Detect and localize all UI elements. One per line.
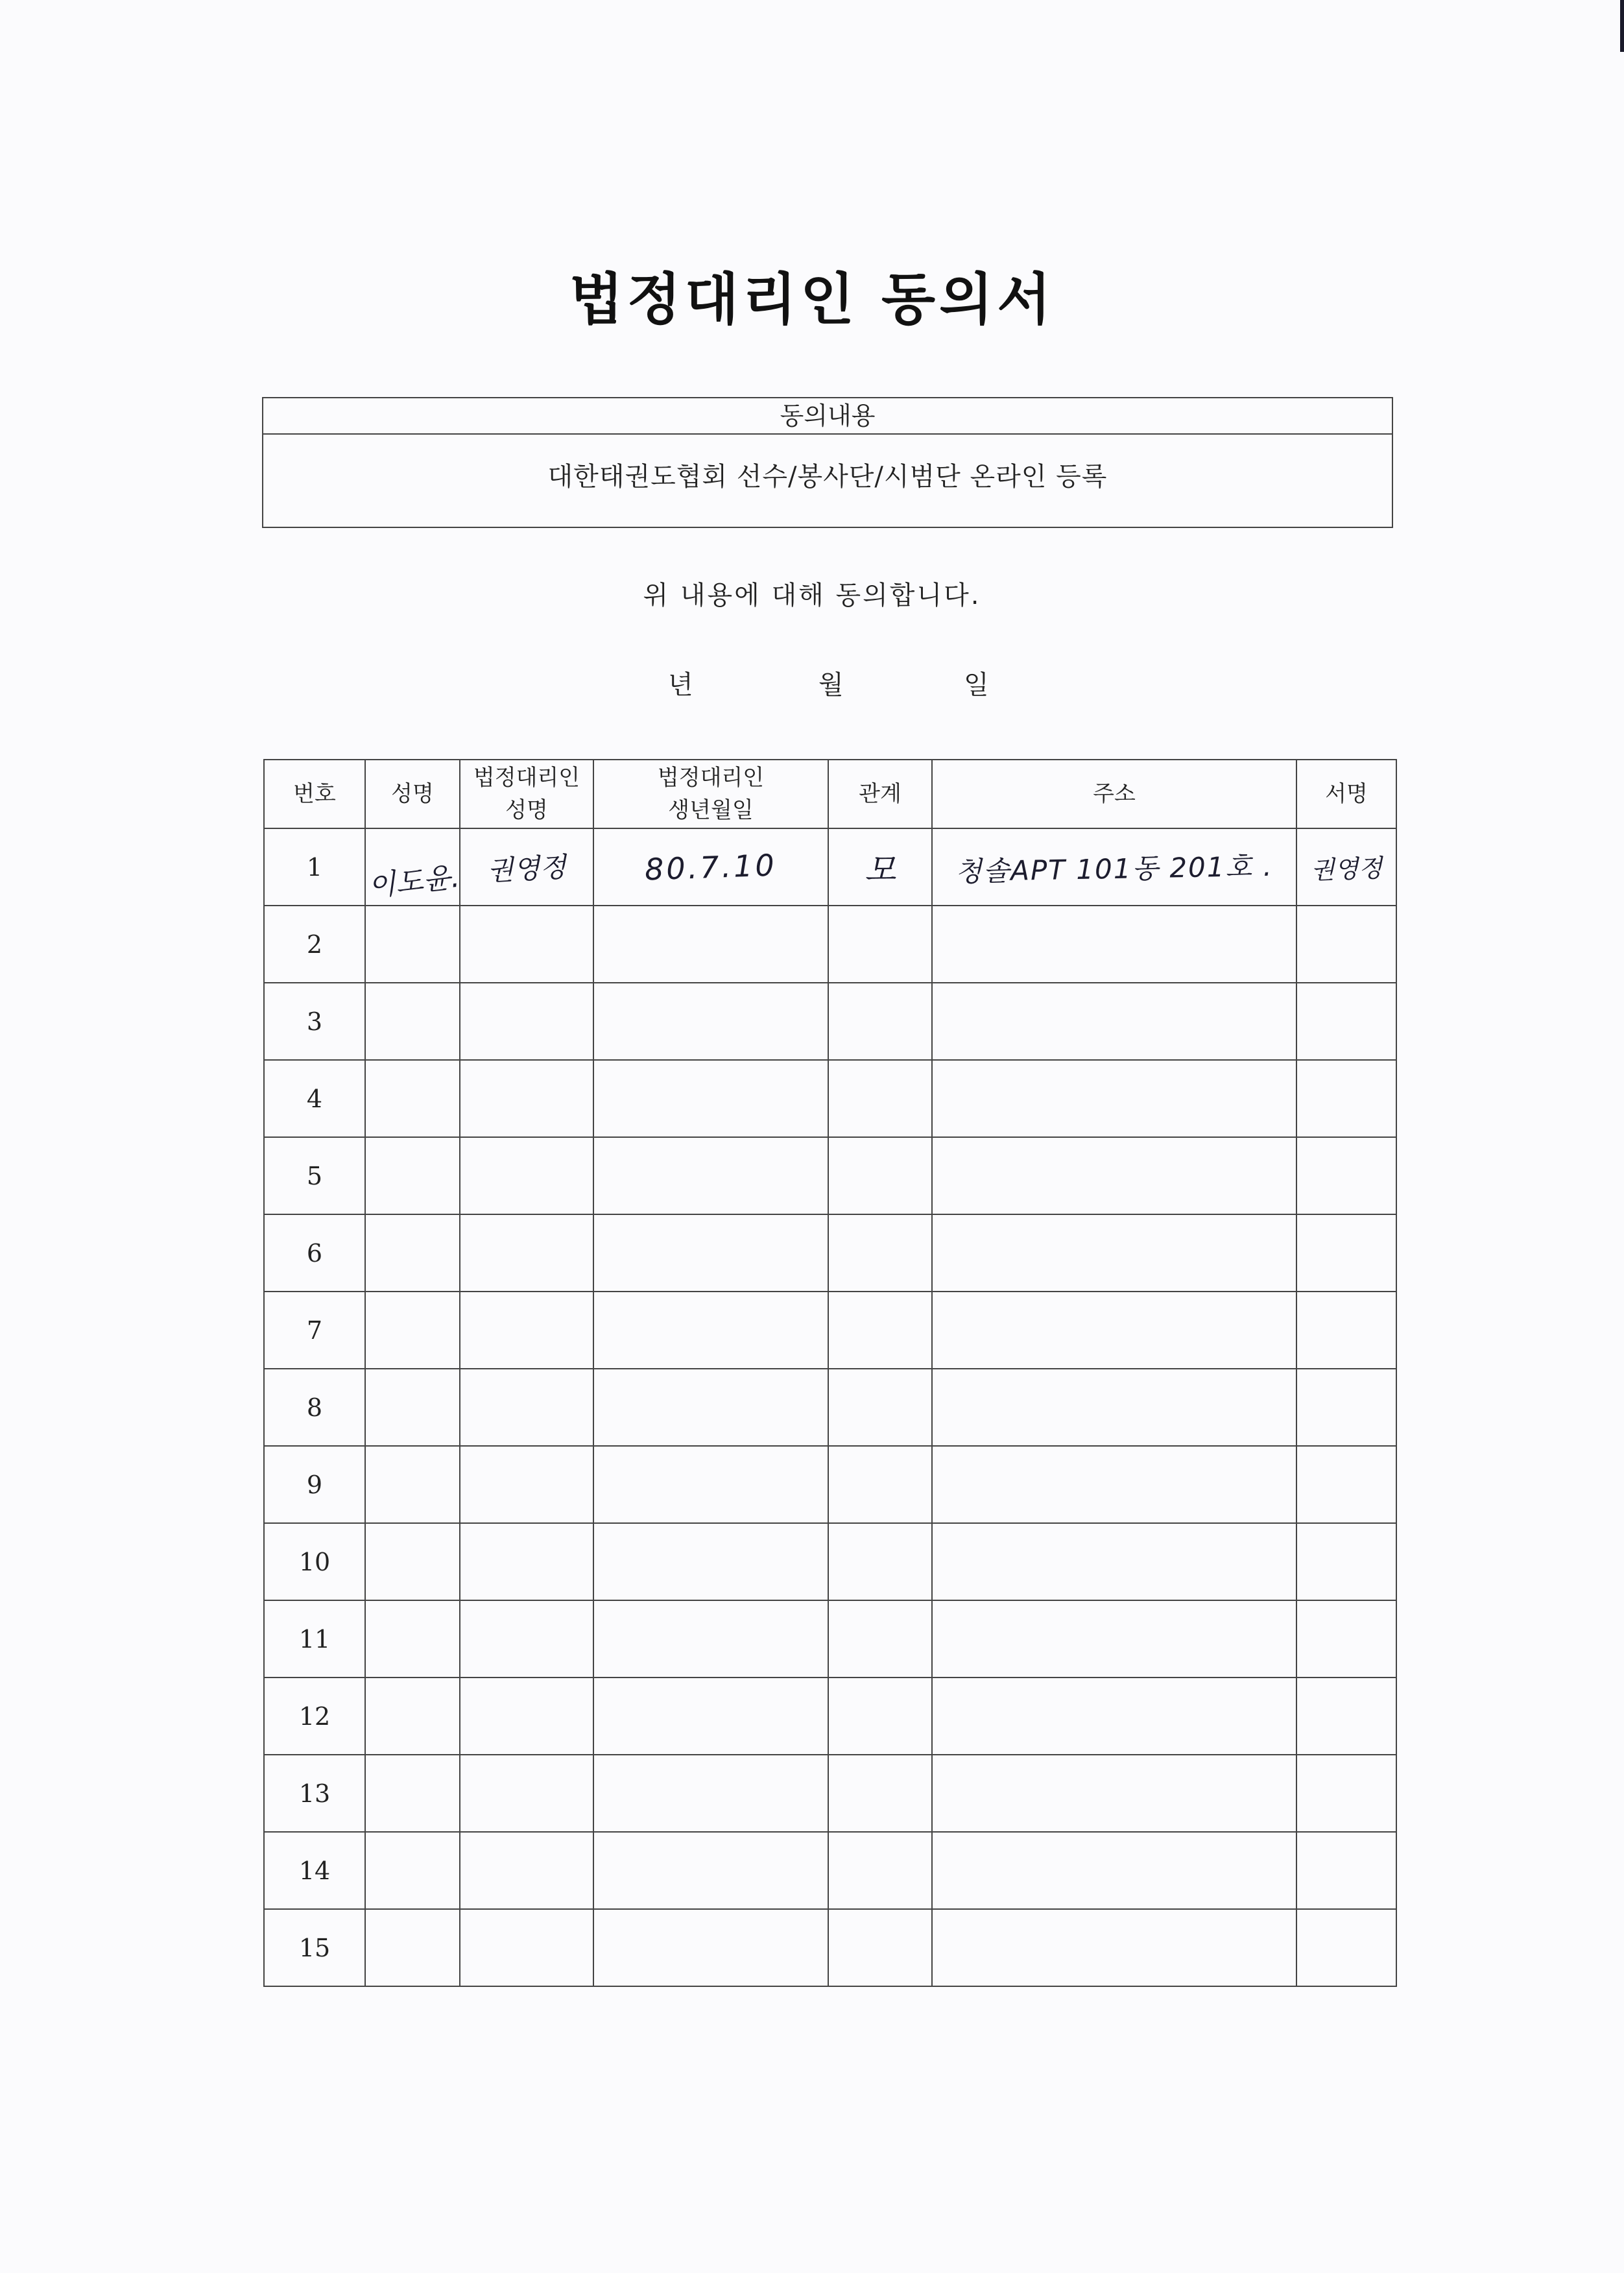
header-no: 번호 xyxy=(264,760,365,828)
cell-rep-name xyxy=(460,1292,593,1369)
cell-signature xyxy=(1296,1446,1396,1523)
cell-rep-name xyxy=(460,1523,593,1600)
header-name: 성명 xyxy=(365,760,460,828)
cell-signature xyxy=(1296,983,1396,1060)
cell-name xyxy=(365,1060,460,1137)
cell-no: 10 xyxy=(264,1523,365,1600)
cell-address xyxy=(932,1446,1296,1523)
table-row xyxy=(264,983,1396,1060)
cell-name xyxy=(365,983,460,1060)
cell-rep-name xyxy=(460,828,593,906)
cell-address xyxy=(932,1600,1296,1678)
cell-address xyxy=(932,1755,1296,1832)
cell-no: 14 xyxy=(264,1832,365,1909)
cell-no: 4 xyxy=(264,1060,365,1137)
agree-statement: 위 내용에 대해 동의합니다. xyxy=(643,581,981,610)
cell-no: 1 xyxy=(264,828,365,906)
cell-no: 6 xyxy=(264,1214,365,1292)
cell-relation xyxy=(828,1292,932,1369)
cell-rep-name xyxy=(460,1909,593,1986)
cell-address xyxy=(932,983,1296,1060)
cell-rep-birth xyxy=(593,1523,828,1600)
cell-address xyxy=(932,1832,1296,1909)
cell-rep-birth xyxy=(593,1600,828,1678)
cell-address xyxy=(932,1060,1296,1137)
cell-rep-birth xyxy=(593,1214,828,1292)
table-row xyxy=(264,1832,1396,1909)
header-rep-name-line2: 성명 xyxy=(505,797,548,823)
date-month-label: 월 xyxy=(818,670,844,700)
guardian-consent-table xyxy=(263,759,1397,1987)
cell-signature xyxy=(1296,1137,1396,1214)
cell-relation xyxy=(828,1214,932,1292)
cell-signature xyxy=(1296,1060,1396,1137)
cell-signature xyxy=(1296,1678,1396,1755)
cell-no: 9 xyxy=(264,1446,365,1523)
cell-name xyxy=(365,1832,460,1909)
cell-relation xyxy=(828,1755,932,1832)
cell-rep-birth xyxy=(593,983,828,1060)
cell-signature xyxy=(1296,906,1396,983)
cell-rep-birth xyxy=(593,1060,828,1137)
cell-relation xyxy=(828,1600,932,1678)
cell-no: 7 xyxy=(264,1292,365,1369)
table-row xyxy=(264,1909,1396,1986)
cell-address xyxy=(932,1523,1296,1600)
cell-address xyxy=(932,1292,1296,1369)
cell-rep-name xyxy=(460,1600,593,1678)
cell-name xyxy=(365,1137,460,1214)
cell-signature xyxy=(1296,1755,1396,1832)
table-row xyxy=(264,1600,1396,1678)
header-address: 주소 xyxy=(932,760,1296,828)
header-rep-name xyxy=(460,760,593,828)
cell-name xyxy=(365,828,460,906)
cell-name xyxy=(365,1600,460,1678)
cell-no: 5 xyxy=(264,1137,365,1214)
cell-no: 15 xyxy=(264,1909,365,1986)
scan-edge-mark xyxy=(1620,0,1624,52)
cell-rep-birth xyxy=(593,1369,828,1446)
cell-relation xyxy=(828,828,932,906)
cell-rep-name xyxy=(460,1446,593,1523)
cell-no: 2 xyxy=(264,906,365,983)
cell-relation xyxy=(828,983,932,1060)
table-row xyxy=(264,1292,1396,1369)
header-rep-birth-line2: 생년월일 xyxy=(668,797,754,823)
cell-no: 8 xyxy=(264,1369,365,1446)
handwritten-rep-name: 권영정 xyxy=(486,850,567,887)
cell-name xyxy=(365,1292,460,1369)
cell-signature xyxy=(1296,1292,1396,1369)
header-rep-name-line1: 법정대리인 xyxy=(473,765,580,791)
cell-rep-birth xyxy=(593,828,828,906)
cell-rep-name xyxy=(460,983,593,1060)
header-signature: 서명 xyxy=(1296,760,1396,828)
header-rep-birth-line1: 법정대리인 xyxy=(657,765,765,791)
consent-text: 대한태권도협회 선수/봉사단/시범단 온라인 등록 xyxy=(547,462,1108,492)
table-row xyxy=(264,906,1396,983)
cell-name xyxy=(365,1446,460,1523)
cell-signature xyxy=(1296,1909,1396,1986)
cell-relation xyxy=(828,1446,932,1523)
cell-rep-name xyxy=(460,1137,593,1214)
handwritten-relation: 모 xyxy=(864,850,896,889)
cell-name xyxy=(365,1214,460,1292)
cell-rep-name xyxy=(460,1369,593,1446)
cell-rep-name xyxy=(460,1060,593,1137)
cell-rep-birth xyxy=(593,1755,828,1832)
cell-relation xyxy=(828,1369,932,1446)
cell-name xyxy=(365,1909,460,1986)
cell-no: 12 xyxy=(264,1678,365,1755)
cell-address xyxy=(932,1678,1296,1755)
header-rep-birth xyxy=(593,760,828,828)
table-row xyxy=(264,1755,1396,1832)
cell-relation xyxy=(828,1523,932,1600)
cell-address xyxy=(932,828,1296,906)
cell-relation xyxy=(828,1678,932,1755)
handwritten-address: 청솔APT 101동 201호 . xyxy=(955,850,1274,887)
cell-rep-name xyxy=(460,906,593,983)
table-row xyxy=(264,1369,1396,1446)
cell-name xyxy=(365,1369,460,1446)
consent-header: 동의내용 xyxy=(263,398,1392,435)
cell-rep-name xyxy=(460,1832,593,1909)
handwritten-name: 이도윤. xyxy=(366,860,462,903)
table-row xyxy=(264,1523,1396,1600)
cell-signature xyxy=(1296,1523,1396,1600)
cell-rep-birth xyxy=(593,1292,828,1369)
header-relation: 관계 xyxy=(828,760,932,828)
cell-address xyxy=(932,1214,1296,1292)
cell-signature xyxy=(1296,1832,1396,1909)
cell-signature xyxy=(1296,1214,1396,1292)
cell-rep-birth xyxy=(593,906,828,983)
page-title: 법정대리인 동의서 xyxy=(569,267,1055,332)
cell-rep-birth xyxy=(593,1678,828,1755)
cell-name xyxy=(365,1523,460,1600)
table-row xyxy=(264,1678,1396,1755)
cell-relation xyxy=(828,1909,932,1986)
cell-no: 3 xyxy=(264,983,365,1060)
cell-address xyxy=(932,1369,1296,1446)
table-row xyxy=(264,1137,1396,1214)
cell-address xyxy=(932,1909,1296,1986)
cell-signature xyxy=(1296,828,1396,906)
cell-rep-birth xyxy=(593,1137,828,1214)
date-year-label: 년 xyxy=(668,670,693,700)
cell-rep-birth xyxy=(593,1446,828,1523)
cell-rep-birth xyxy=(593,1832,828,1909)
cell-no: 11 xyxy=(264,1600,365,1678)
cell-relation xyxy=(828,1060,932,1137)
cell-no: 13 xyxy=(264,1755,365,1832)
cell-relation xyxy=(828,906,932,983)
date-day-label: 일 xyxy=(964,670,989,700)
cell-rep-name xyxy=(460,1755,593,1832)
table-row xyxy=(264,1446,1396,1523)
cell-address xyxy=(932,906,1296,983)
cell-relation xyxy=(828,1137,932,1214)
cell-name xyxy=(365,1678,460,1755)
cell-name xyxy=(365,906,460,983)
cell-address xyxy=(932,1137,1296,1214)
table-row xyxy=(264,1214,1396,1292)
cell-rep-birth xyxy=(593,1909,828,1986)
cell-signature xyxy=(1296,1369,1396,1446)
cell-signature xyxy=(1296,1600,1396,1678)
table-row xyxy=(264,1060,1396,1137)
cell-rep-name xyxy=(460,1678,593,1755)
cell-name xyxy=(365,1755,460,1832)
handwritten-signature: 권영정 xyxy=(1310,854,1383,885)
table-row xyxy=(264,828,1396,906)
table-header-row xyxy=(264,760,1396,828)
handwritten-rep-birth: 80.7.10 xyxy=(644,847,778,887)
cell-relation xyxy=(828,1832,932,1909)
consent-content-box xyxy=(262,397,1393,528)
cell-rep-name xyxy=(460,1214,593,1292)
